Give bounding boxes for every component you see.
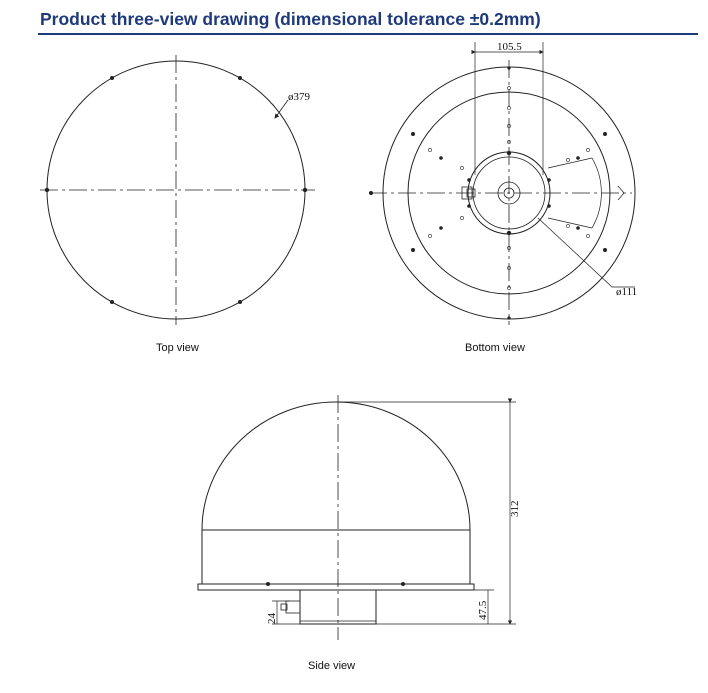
side-view: [198, 395, 516, 640]
side-view-dome: [202, 402, 470, 530]
side-view-base-label: 47.5: [477, 600, 489, 620]
top-view-diameter-label: ø379: [288, 91, 310, 103]
bottom-view-width-label: 105.5: [497, 41, 522, 53]
bottom-view-caption: Bottom view: [465, 342, 525, 354]
top-view: [40, 55, 315, 325]
side-view-connector-label: 24: [266, 613, 278, 624]
side-view-flange: [198, 584, 474, 590]
bottom-view: [369, 42, 638, 325]
side-view-body: [202, 530, 470, 584]
side-view-height-label: 312: [509, 500, 521, 517]
page-title: Product three-view drawing (dimensional tolerance ±0.2mm): [40, 9, 541, 29]
top-view-caption: Top view: [156, 342, 199, 354]
side-view-caption: Side view: [308, 660, 356, 672]
bottom-view-diameter-label: ø111: [616, 286, 638, 298]
